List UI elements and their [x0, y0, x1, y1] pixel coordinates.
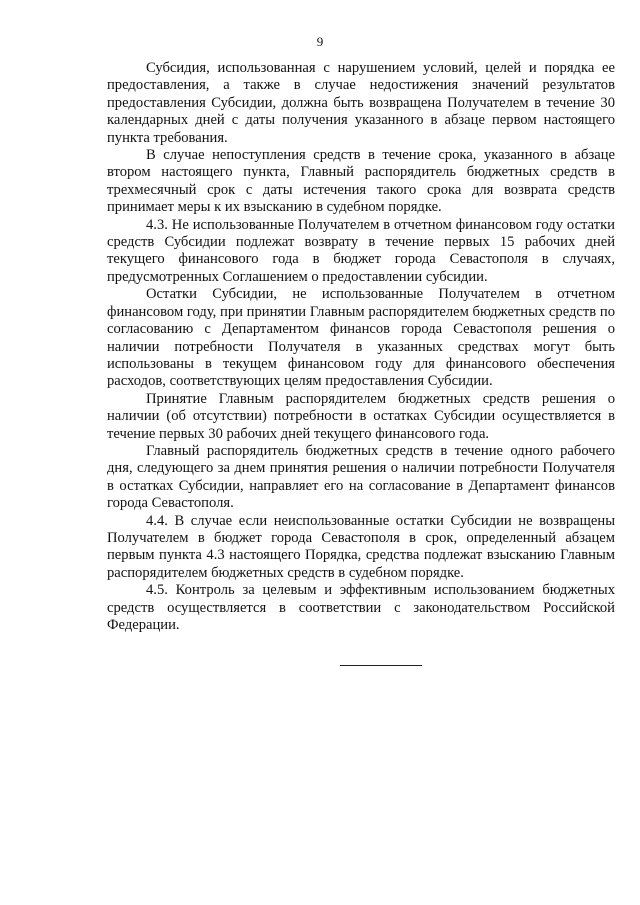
page-number: 9 [316, 34, 324, 49]
document-body [107, 60, 615, 634]
paragraph-nonreceipt-of-funds: В случае непоступления средств в течение срока, указанного в абзаце втором настоящего пункта, Главный распорядитель бюджетных средств в трехмесячный срок с даты истечения такого срока для возврата средств принимает меры к их взысканию в судебном порядке. [107, 147, 615, 216]
paragraph-subsidy-balances: Остатки Субсидии, не использованные Получателем в отчетном финансовом году, при принятии Главным распорядителем бюджетных средств по согласованию с Департаментом финансов города Севастополя решения о наличии потребности Получателя в указанных средствах могут быть использованы в текущем финансовом году для финансового обеспечения расходов, соответствующих целям предоставления Субсидии. [107, 286, 615, 390]
paragraph-4-4: 4.4. В случае если неиспользованные остатки Субсидии не возвращены Получателем в бюджет города Севастополя в срок, определенный абзацем первым пункта 4.3 настоящего Порядка, средства подлежат взысканию Главным распорядителем бюджетных средств в судебном порядке. [107, 512, 615, 581]
paragraph-approval-direction: Главный распорядитель бюджетных средств в течение одного рабочего дня, следующего за днем принятия решения о наличии потребности Получателя в остатках Субсидии, направляет его на согласование в Департамент финансов города Севастополя. [107, 442, 615, 512]
paragraph-4-3: 4.3. Не использованные Получателем в отчетном финансовом году остатки средств Субсидии подлежат возврату в течение первых 15 рабочих дней текущего финансового года в бюджет города Севастополя в случаях, предусмотренных Соглашением о предоставлении субсидии. [107, 216, 615, 285]
paragraph-decision-adoption: Принятие Главным распорядителем бюджетных средств решения о наличии (об отсутствии) потребности в остатках Субсидии осуществляется в течение первых 30 рабочих дней текущего финансового года. [107, 390, 615, 442]
paragraph-4-5: 4.5. Контроль за целевым и эффективным использованием бюджетных средств осуществляется в соответствии с законодательством Российской Федерации. [107, 582, 615, 633]
paragraph-subsidy-return: Субсидия, использованная с нарушением условий, целей и порядка ее предоставления, а также в случае недостижения значений результатов предоставления Субсидии, должна быть возвращена Получателем в течение 30 календарных дней с даты получения указанного в абзаце первом настоящего пункта требования. [107, 60, 615, 146]
end-of-document-rule [340, 665, 422, 666]
